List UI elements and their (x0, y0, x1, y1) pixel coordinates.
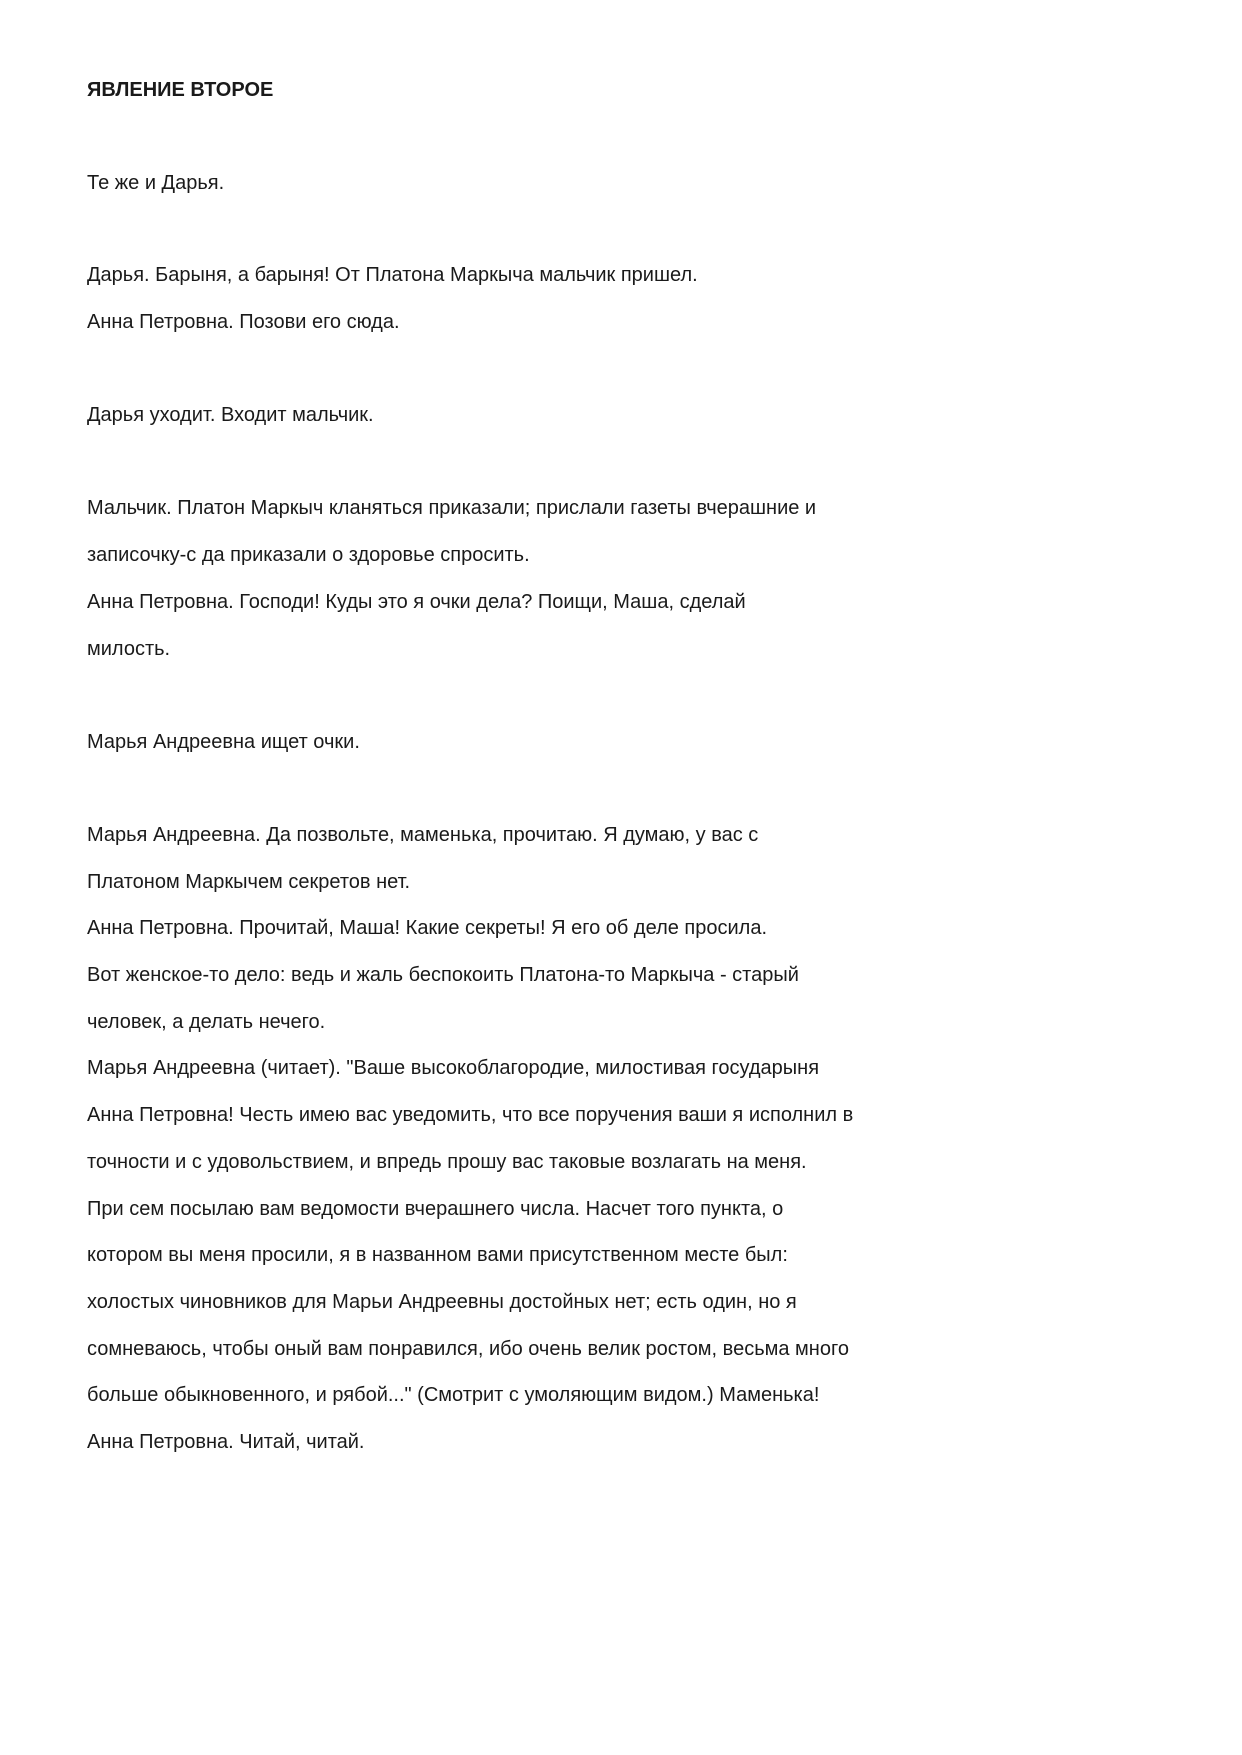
stage-direction: Дарья уходит. Входит мальчик. (87, 404, 374, 426)
dialogue-line: При сем посылаю вам ведомости вчерашнего числа. Насчет того пункта, о (87, 1198, 784, 1220)
dialogue-line: Вот женское-то дело: ведь и жаль беспокоить Платона-то Маркыча - старый (87, 964, 799, 986)
scene-heading: ЯВЛЕНИЕ ВТОРОЕ (87, 79, 274, 101)
dialogue-line: котором вы меня просили, я в названном вами присутственном месте был: (87, 1244, 788, 1266)
dialogue-line: Анна Петровна. Прочитай, Маша! Какие секреты! Я его об деле просила. (87, 917, 768, 939)
dialogue-line: Мальчик. Платон Маркыч кланяться приказали; прислали газеты вчерашние и (87, 497, 817, 519)
dialogue-line: сомневаюсь, чтобы оный вам понравился, ибо очень велик ростом, весьма много (87, 1338, 849, 1360)
dialogue-line: человек, а делать нечего. (87, 1011, 326, 1033)
dialogue-line: Дарья. Барыня, а барыня! От Платона Маркыча мальчик пришел. (87, 264, 698, 286)
dialogue-line: больше обыкновенного, и рябой..." (Смотрит с умоляющим видом.) Маменька! (87, 1384, 820, 1406)
dialogue-line: милость. (87, 638, 171, 660)
dialogue-line: точности и с удовольствием, и впредь прошу вас таковые возлагать на меня. (87, 1151, 807, 1173)
dialogue-line: Анна Петровна! Честь имею вас уведомить, что все поручения ваши я исполнил в (87, 1104, 854, 1126)
dialogue-line: Марья Андреевна (читает). "Ваше высокоблагородие, милостивая государыня (87, 1057, 820, 1079)
stage-direction: Те же и Дарья. (87, 172, 225, 194)
dialogue-line: Марья Андреевна. Да позвольте, маменька, прочитаю. Я думаю, у вас с (87, 824, 759, 846)
dialogue-line: холостых чиновников для Марьи Андреевны достойных нет; есть один, но я (87, 1291, 797, 1313)
dialogue-line: Анна Петровна. Позови его сюда. (87, 311, 400, 333)
stage-direction: Марья Андреевна ищет очки. (87, 731, 360, 753)
dialogue-line: Анна Петровна. Господи! Куды это я очки дела? Поищи, Маша, сделай (87, 591, 746, 613)
dialogue-line: Анна Петровна. Читай, читай. (87, 1431, 365, 1453)
dialogue-line: Платоном Маркычем секретов нет. (87, 871, 411, 893)
dialogue-line: записочку-с да приказали о здоровье спросить. (87, 544, 530, 566)
